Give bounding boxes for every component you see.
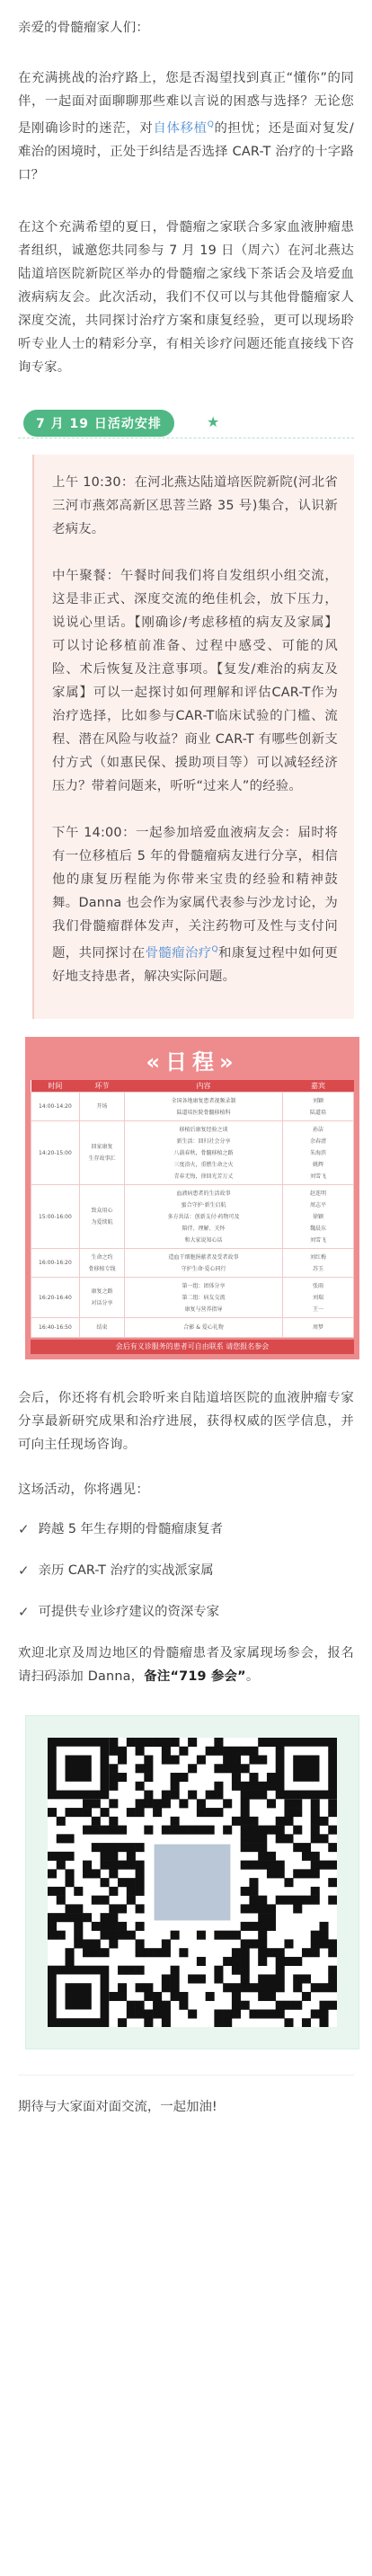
divider xyxy=(18,2075,354,2076)
schedule-part-cell: 开场 xyxy=(79,1093,124,1121)
check-icon: ✓ xyxy=(18,1562,30,1580)
schedule-content-cell: 全国各地康复患者视频录制 陆道培医院骨髓移植科 xyxy=(125,1093,283,1121)
schedule-guest-cell: 刘红梅 苏玉 xyxy=(283,1249,354,1278)
schedule-time-cell: 14:00-14:20 xyxy=(31,1093,80,1121)
meet-intro: 这场活动，你将遇见： xyxy=(18,1483,149,1498)
schedule-image xyxy=(25,1037,359,1360)
list-item-text: 可提供专业诊疗建议的资深专家 xyxy=(38,1605,220,1620)
greeting: 亲爱的骨髓瘤家人们： xyxy=(18,21,149,35)
schedule-guest-cell: 周梦 xyxy=(283,1318,354,1338)
list-item xyxy=(18,1559,354,1582)
schedule-row xyxy=(31,1185,354,1249)
schedule-row xyxy=(31,1318,354,1338)
card-link-mm-treatment[interactable] xyxy=(146,946,218,960)
list-item-text: 亲历 CAR-T 治疗的实战派家属 xyxy=(38,1563,214,1579)
intro-text-2: 的担忧；还是面对复发/难治的困境时，正处于纠结是否选择 CAR-T 治疗的十字路口？ xyxy=(18,120,354,182)
intro-paragraph-2: 在这个充满希望的夏日，骨髓瘤之家联合多家血液肿瘤患者组织，诚邀您共同参与 7 月 19 日（周六）在河北燕达陆道培医院新院区举办的骨髓瘤之家线下茶话会及培爱血液病病友会。此次活动，我们不仅可以与其他骨髓瘤家人深度交流，共同探讨治疗方案和康复经验，更可以现场聆听专业人士的精彩分享，有相关诊疗问题还能直接线下咨询专家。 xyxy=(18,219,354,375)
schedule-guest-cell: 张雨 刘瑞 王一 xyxy=(283,1278,354,1318)
card-afternoon-text-2: 和康复过程中如何更好地支持患者，解决实际问题。 xyxy=(52,945,338,984)
check-icon: ✓ xyxy=(18,1604,30,1621)
card-morning: 上午 10:30：在河北燕达陆道培医院新院(河北省三河市燕郊高新区思菩兰路 35 号)集合，认识新老病友。 xyxy=(52,474,338,536)
search-sup-icon: Q xyxy=(211,944,218,954)
schedule-body xyxy=(31,1093,354,1338)
signup-note: 备注“719 参会” xyxy=(144,1669,246,1685)
schedule-header-cell: 时间 xyxy=(31,1080,80,1093)
schedule-part-cell: 回家康复 生存故事汇 xyxy=(79,1121,124,1185)
search-sup-icon: Q xyxy=(207,120,214,129)
schedule-header-cell: 内容 xyxy=(125,1080,283,1093)
schedule-row xyxy=(31,1249,354,1278)
schedule-table xyxy=(31,1080,354,1339)
schedule-time-cell: 16:40-16:50 xyxy=(31,1318,80,1338)
meet-list xyxy=(18,1518,354,1624)
schedule-row xyxy=(31,1093,354,1121)
schedule-part-cell: 致众用心 为爱续航 xyxy=(79,1185,124,1249)
schedule-time-cell: 16:00-16:20 xyxy=(31,1249,80,1278)
qr-code[interactable] xyxy=(48,1738,337,2027)
signup-text: 欢迎北京及周边地区的骨髓瘤患者及家属现场参会，报名请扫码添加 Danna， xyxy=(18,1646,354,1685)
qr-code-graphic xyxy=(48,1738,337,2027)
closing-line: 期待与大家面对面交流，一起加油! xyxy=(18,2100,217,2115)
schedule-guest-cell: 刘颖 陆道培 xyxy=(283,1093,354,1121)
intro-paragraph xyxy=(18,66,354,187)
schedule-row xyxy=(31,1278,354,1318)
schedule-part-cell: 康复之路 对话分享 xyxy=(79,1278,124,1318)
schedule-time-cell: 16:20-16:40 xyxy=(31,1278,80,1318)
schedule-content-cell: 血液病患者的生活故事 蜜合守护·新生启航 多方共话：创新支付·药物可及 陪伴、理解、关怀 和大家说知心话 xyxy=(125,1185,283,1249)
schedule-time-cell: 14:20-15:00 xyxy=(31,1121,80,1185)
schedule-content-cell: 第一组：团体分享 第二组：病友交流 康复与营养指导 xyxy=(125,1278,283,1318)
schedule-guest-cell: 孙洁 余春清 朱海滨 姚辉 刘雪飞 xyxy=(283,1121,354,1185)
intro-link-autotransplant[interactable] xyxy=(153,121,214,136)
card-noon: 中午聚餐：午餐时间我们将自发组织小组交流，这是非正式、深度交流的绝佳机会，放下压力，说说心里话。【刚确诊/考虑移植的病友及家属】可以讨论移植前准备、过程中感受、可能的风险、术后恢复及注意事项。【复发/难治的病友及家属】可以一起探讨如何理解和评估CAR-T作为治疗选择，比如参与CAR-T临床试验的门槛、流程、潜在风险与收益？商业 CAR-T 有哪些创新支付方式（如惠民保、援助项目等）可以减轻经济压力？带着问题来，听听“过来人”的经验。 xyxy=(52,568,338,793)
intro-link-label: 自体移植 xyxy=(153,120,208,136)
signup-end: 。 xyxy=(245,1669,260,1685)
qr-card xyxy=(25,1715,359,2049)
card-afternoon xyxy=(52,821,338,988)
schedule-part-cell: 结束 xyxy=(79,1318,124,1338)
section-header xyxy=(18,408,354,438)
schedule-header-cell: 嘉宾 xyxy=(283,1080,354,1093)
card-link-label: 骨髓瘤治疗 xyxy=(145,945,212,960)
card-afternoon-text-1: 下午 14:00：一起参加培爱血液病友会：届时将有一位移植后 5 年的骨髓瘤病友进行分享，相信他的康复历程能为你带来宝贵的经验和精神鼓舞。Danna 也会作为家属代表参与沙龙讨论，为我们骨髓瘤群体发声，关注药物可及性与支付问题，共同探讨在 xyxy=(52,825,338,960)
list-item xyxy=(18,1600,354,1624)
star-icon: ★ xyxy=(207,412,220,430)
schedule-header-cell: 环节 xyxy=(79,1080,124,1093)
schedule-content-cell: 合影 & 爱心礼物 xyxy=(125,1318,283,1338)
check-icon: ✓ xyxy=(18,1521,30,1538)
schedule-part-cell: 生命之约 骨移植专线 xyxy=(79,1249,124,1278)
after-paragraph: 会后，你还将有机会聆听来自陆道培医院的血液肿瘤专家分享最新研究成果和治疗进展，获得权威的医学信息，并可向主任现场咨询。 xyxy=(18,1391,354,1453)
section-title: 7 月 19 日活动安排 xyxy=(23,410,174,437)
schedule-time-cell: 15:00-16:00 xyxy=(31,1185,80,1249)
schedule-title: «日程» xyxy=(146,1049,239,1075)
schedule-row xyxy=(31,1121,354,1185)
list-item-text: 跨越 5 年生存期的骨髓瘤康复者 xyxy=(38,1522,223,1537)
schedule-footer: 会后有义诊服务的患者可自由联系 请您报名参会 xyxy=(31,1340,354,1354)
schedule-header-row xyxy=(31,1080,354,1093)
signup-paragraph xyxy=(18,1642,354,1688)
schedule-content-cell: 移植后康复经验之谈 新生活：回归社会分享 八载春秋，骨髓移植之路 三度浴火，重燃生命之火 青春无悔，徐回光芳万丈 xyxy=(125,1121,283,1185)
schedule-guest-cell: 赵连明 周志平 徐颖 魏晨东 刘雪飞 xyxy=(283,1185,354,1249)
intro-text-1: 在充满挑战的治疗路上，您是否渴望找到真正“懂你”的同伴，一起面对面聊聊那些难以言说的困惑与选择？无论您是刚确诊时的迷茫，对 xyxy=(18,71,354,136)
schedule-card xyxy=(32,455,354,1019)
schedule-content-cell: 造血干细胞捐献者及受者故事 守护生命·爱心同行 xyxy=(125,1249,283,1278)
list-item xyxy=(18,1518,354,1541)
